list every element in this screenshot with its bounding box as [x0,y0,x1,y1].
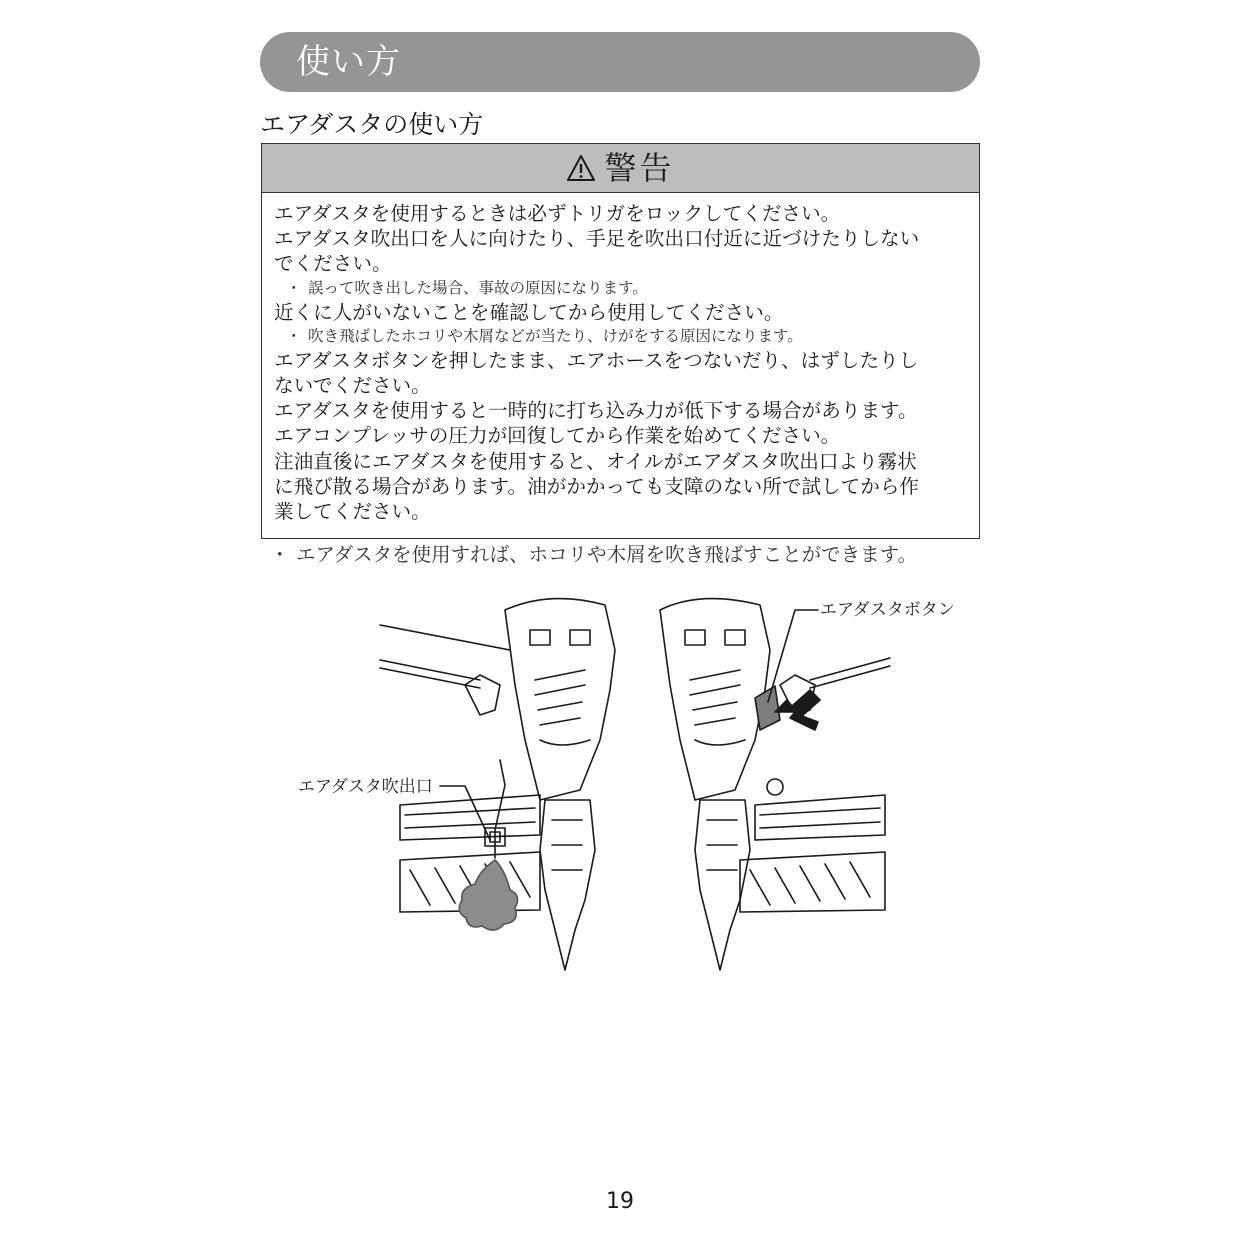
warning-line: でください。 [274,252,392,276]
warning-triangle-icon [566,154,596,182]
warning-line: 注油直後にエアダスタを使用すると、オイルがエアダスタ吹出口より霧状 [274,449,917,473]
warning-body [262,193,979,524]
callout-button: エアダスタボタン [820,600,955,620]
bullet-mark: ・ [270,543,290,566]
warning-note [274,325,967,348]
nailer-illustration [290,590,970,980]
subsection-title: エアダスタの使い方 [260,110,484,139]
warning-line: エアダスタを使用するときは必ずトリガをロックしてください。 [274,202,841,225]
callout-outlet: エアダスタ吹出口 [298,777,433,797]
warning-heading [262,144,979,193]
warning-line: エアコンプレッサの圧力が回復してから作業を始めてください。 [274,424,841,448]
warning-line: エアダスタを使用すると一時的に打ち込み力が低下する場合があります。 [274,399,918,423]
warning-note-text: 吹き飛ばしたホコリや木屑などが当たり、けがをする原因になります。 [308,326,803,345]
bullet-mark: ・ [286,278,302,297]
warning-line: ないでください。 [274,374,431,398]
section-header [260,32,980,92]
warning-line: エアダスタ吹出口を人に向けたり、手足を吹出口付近に近づけたりしない [274,227,920,251]
usage-note-text: エアダスタを使用すれば、ホコリや木屑を吹き飛ばすことができます。 [296,543,918,566]
warning-note [274,277,967,300]
warning-line: に飛び散る場合があります。油がかかっても支障のない所で試してから作 [274,474,920,498]
warning-line: 業してください。 [274,500,431,524]
section-header-title: 使い方 [296,42,401,82]
warning-line: エアダスタボタンを押したまま、エアホースをつないだり、はずしたりし [274,348,919,372]
warning-note-text: 誤って吹き出した場合、事故の原因になります。 [308,278,648,297]
usage-note [270,541,917,569]
page-number: 19 [606,1189,634,1214]
warning-heading-text: 警告 [604,149,675,187]
right-nailer [660,599,885,970]
bullet-mark: ・ [286,326,302,345]
warning-line: 近くに人がいないことを確認してから使用してください。 [274,300,784,324]
warning-box [261,143,980,539]
